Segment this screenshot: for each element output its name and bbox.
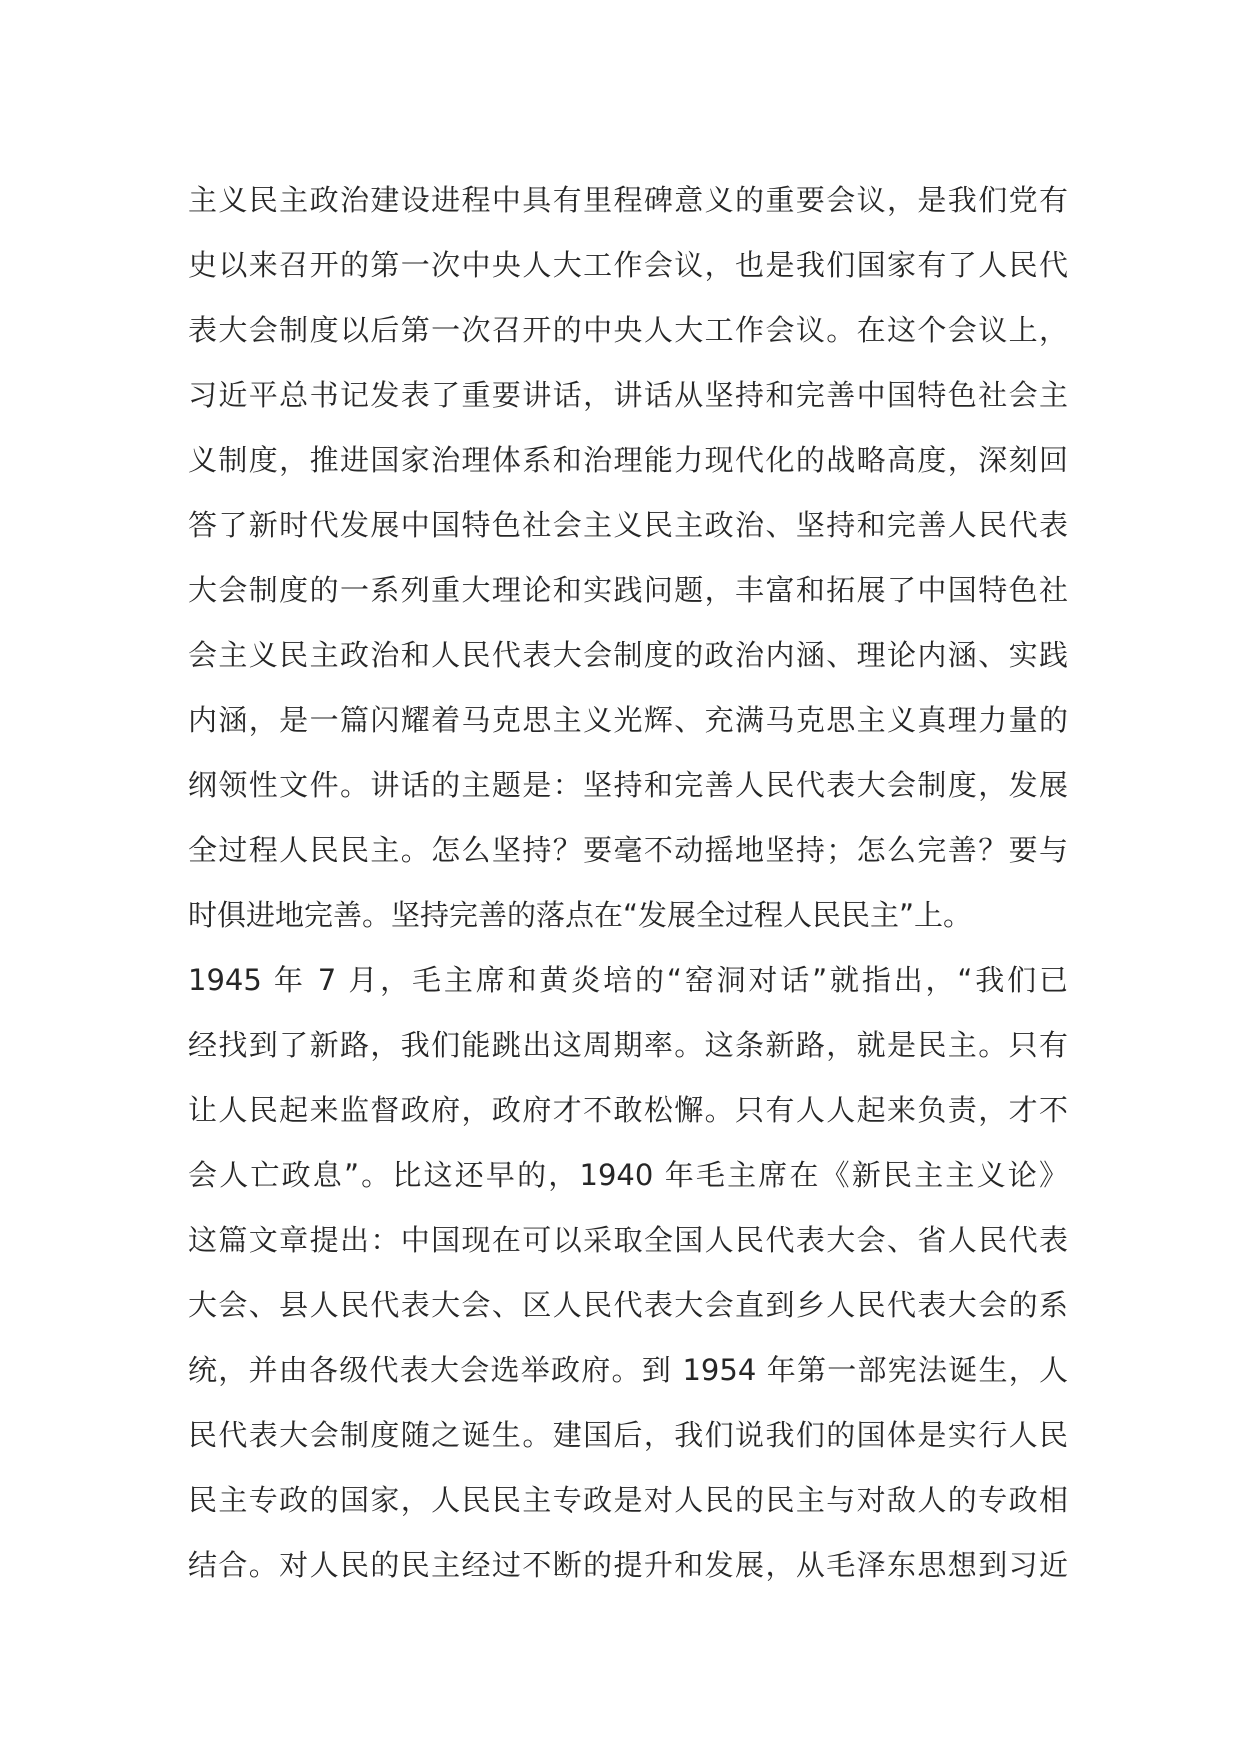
text-line: 统，并由各级代表大会选举政府。到 1954 年第一部宪法诞生，人 bbox=[188, 1353, 1068, 1387]
text-line: 会人亡政息”。比这还早的，1940 年毛主席在《新民主主义论》 bbox=[188, 1158, 1068, 1192]
text-line: 大会、县人民代表大会、区人民代表大会直到乡人民代表大会的系 bbox=[188, 1288, 1068, 1322]
text-line: 主义民主政治建设进程中具有里程碑意义的重要会议，是我们党有 bbox=[188, 183, 1068, 217]
text-line: 1945 年 7 月，毛主席和黄炎培的“窑洞对话”就指出，“我们已 bbox=[188, 963, 1068, 997]
text-line: 内涵，是一篇闪耀着马克思主义光辉、充满马克思主义真理力量的 bbox=[188, 703, 1068, 737]
text-line: 全过程人民民主。怎么坚持？要毫不动摇地坚持；怎么完善？要与 bbox=[188, 833, 1068, 867]
body-text bbox=[188, 168, 1068, 1598]
text-line: 史以来召开的第一次中央人大工作会议，也是我们国家有了人民代 bbox=[188, 248, 1068, 282]
text-line: 纲领性文件。讲话的主题是：坚持和完善人民代表大会制度，发展 bbox=[188, 768, 1068, 802]
text-line: 结合。对人民的民主经过不断的提升和发展，从毛泽东思想到习近 bbox=[188, 1548, 1068, 1582]
text-line: 经找到了新路，我们能跳出这周期率。这条新路，就是民主。只有 bbox=[188, 1028, 1068, 1062]
text-line: 这篇文章提出：中国现在可以采取全国人民代表大会、省人民代表 bbox=[188, 1223, 1068, 1257]
text-line-paragraph-end: 时俱进地完善。坚持完善的落点在“发展全过程人民民主”上。 bbox=[188, 898, 973, 932]
text-line: 表大会制度以后第一次召开的中央人大工作会议。在这个会议上， bbox=[188, 313, 1068, 347]
text-line: 让人民起来监督政府，政府才不敢松懈。只有人人起来负责，才不 bbox=[188, 1093, 1068, 1127]
text-line: 民代表大会制度随之诞生。建国后，我们说我们的国体是实行人民 bbox=[188, 1418, 1068, 1452]
text-line: 会主义民主政治和人民代表大会制度的政治内涵、理论内涵、实践 bbox=[188, 638, 1068, 672]
text-line: 答了新时代发展中国特色社会主义民主政治、坚持和完善人民代表 bbox=[188, 508, 1068, 542]
text-line: 大会制度的一系列重大理论和实践问题，丰富和拓展了中国特色社 bbox=[188, 573, 1068, 607]
text-line: 习近平总书记发表了重要讲话，讲话从坚持和完善中国特色社会主 bbox=[188, 378, 1068, 412]
text-line: 义制度，推进国家治理体系和治理能力现代化的战略高度，深刻回 bbox=[188, 443, 1068, 477]
text-line: 民主专政的国家，人民民主专政是对人民的民主与对敌人的专政相 bbox=[188, 1483, 1068, 1517]
